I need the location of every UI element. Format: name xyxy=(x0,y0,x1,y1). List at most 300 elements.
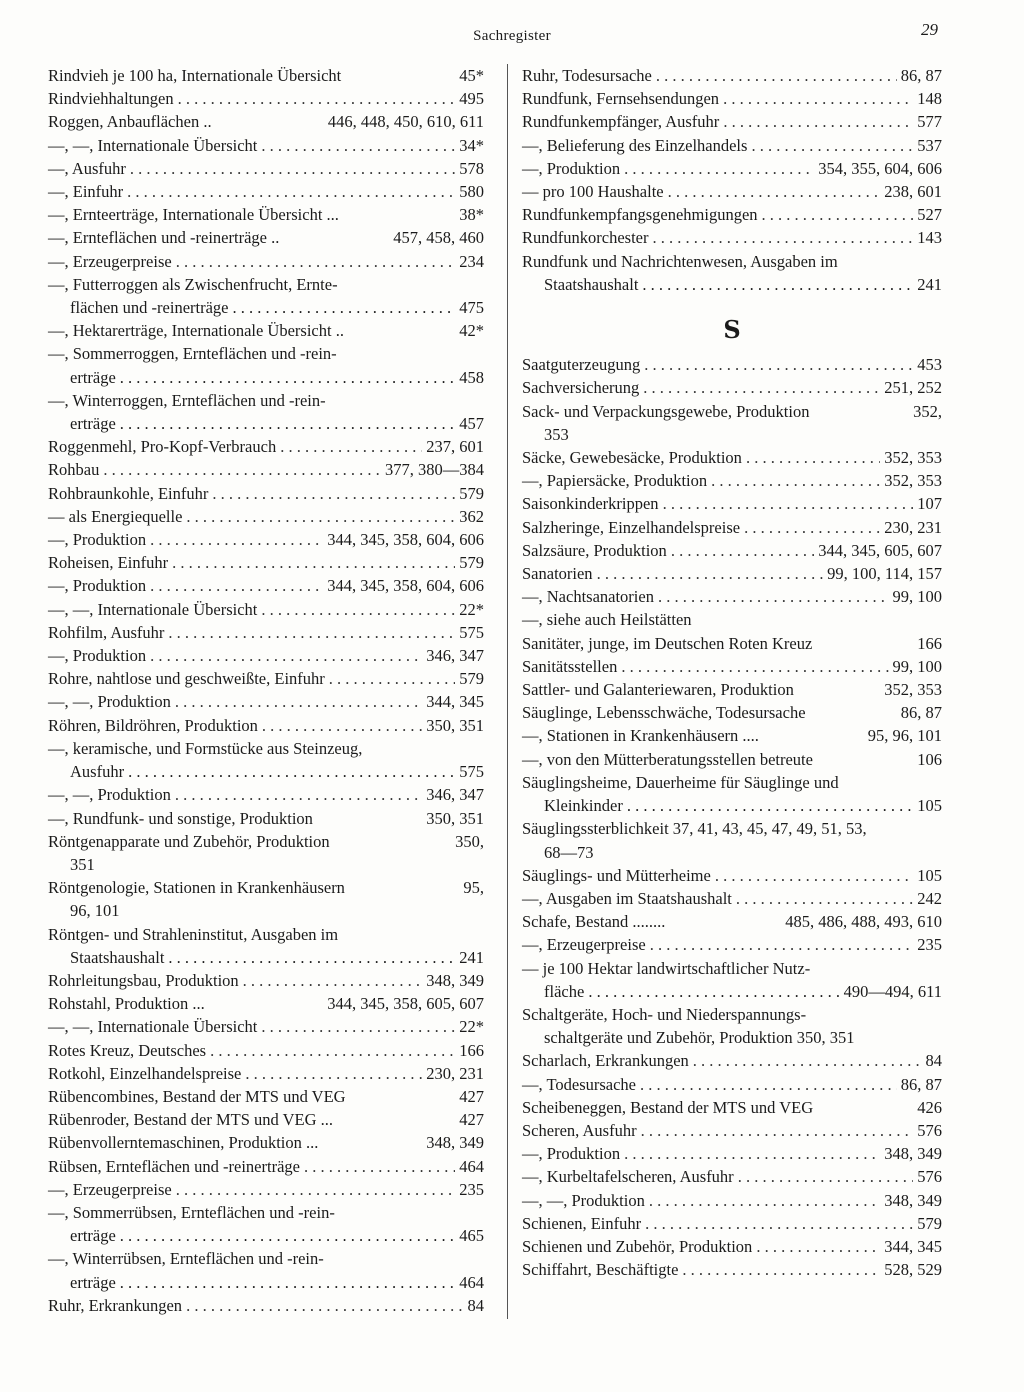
entry-line xyxy=(48,226,484,249)
index-entry xyxy=(48,134,484,157)
entry-line xyxy=(48,1294,484,1317)
entry-term: Scheren, Ausfuhr xyxy=(522,1120,637,1140)
entry-line xyxy=(48,1201,484,1224)
index-entry xyxy=(48,621,484,644)
dot-leader xyxy=(261,1015,455,1038)
page-refs: 362 xyxy=(459,506,484,526)
index-entry xyxy=(522,1073,942,1096)
index-entry xyxy=(522,771,942,817)
entry-term: —, Winterroggen, Ernteflächen und -rein- xyxy=(48,390,326,410)
dot-leader xyxy=(650,933,914,956)
dot-leader xyxy=(723,87,913,110)
index-entry xyxy=(522,446,942,469)
entry-line xyxy=(522,1258,942,1281)
dot-leader xyxy=(304,1155,455,1178)
entry-term: —, —, Internationale Übersicht xyxy=(48,135,258,155)
entry-term: Röhren, Bildröhren, Produktion xyxy=(48,715,258,735)
entry-line xyxy=(522,585,942,608)
entry-line xyxy=(522,469,942,492)
index-entry xyxy=(522,492,942,515)
entry-continuation xyxy=(48,412,484,435)
column-divider xyxy=(507,64,508,1319)
dot-leader xyxy=(644,353,913,376)
entry-term: Sanitätsstellen xyxy=(522,656,618,676)
entry-continuation: schaltgeräte und Zubehör, Produktion 350, 351 xyxy=(544,1028,855,1048)
index-entry xyxy=(522,748,942,771)
page-refs: 352, 353 xyxy=(884,448,942,468)
entry-line xyxy=(522,771,942,794)
index-entry xyxy=(522,400,942,446)
page-refs: 86, 87 xyxy=(900,703,942,723)
index-entry xyxy=(522,134,942,157)
entry-line xyxy=(48,992,484,1015)
entry-term: — pro 100 Haushalte xyxy=(522,182,664,202)
entry-line xyxy=(522,400,942,423)
entry-line xyxy=(48,644,484,667)
entry-line xyxy=(522,539,942,562)
page-refs: 251, 252 xyxy=(884,378,942,398)
index-entry xyxy=(522,1049,942,1072)
entry-term: Scheibeneggen, Bestand der MTS und VEG xyxy=(522,1097,814,1117)
entry-line xyxy=(48,783,484,806)
dot-leader xyxy=(640,1073,897,1096)
entry-line xyxy=(48,1015,484,1038)
page-refs: 107 xyxy=(917,494,942,514)
page-refs: 105 xyxy=(917,865,942,885)
index-entry xyxy=(522,608,942,631)
page-refs: 457 xyxy=(459,414,484,434)
index-entry xyxy=(48,574,484,597)
index-entry xyxy=(48,1085,484,1108)
entry-term: —, Sommerroggen, Ernteflächen und -rein- xyxy=(48,344,337,364)
entry-line xyxy=(522,817,942,840)
page-refs: 237, 601 xyxy=(426,437,484,457)
entry-continuation xyxy=(522,794,942,817)
entry-line xyxy=(48,458,484,481)
page-refs: 344, 345 xyxy=(884,1236,942,1256)
page-refs: 465 xyxy=(459,1226,484,1246)
page-refs: 42* xyxy=(459,321,484,341)
dot-leader xyxy=(756,1235,880,1258)
dot-leader xyxy=(280,435,422,458)
index-entry xyxy=(522,1189,942,1212)
entry-term: —, Hektarerträge, Internationale Übersicht .. xyxy=(48,321,344,341)
page-refs: 84 xyxy=(925,1051,942,1071)
entry-line xyxy=(522,1049,942,1072)
index-entry xyxy=(48,528,484,551)
entry-line xyxy=(522,1003,942,1026)
entry-term: —, Produktion xyxy=(48,530,147,550)
entry-line xyxy=(522,1235,942,1258)
page-refs: 241 xyxy=(459,947,484,967)
entry-line xyxy=(48,389,484,412)
entry-term-cont: erträge xyxy=(70,1272,116,1292)
entry-continuation: 351 xyxy=(70,854,95,874)
entry-line xyxy=(48,1178,484,1201)
entry-line xyxy=(522,1142,942,1165)
entry-term: —, siehe auch Heilstätten xyxy=(522,610,692,630)
dot-leader xyxy=(723,110,913,133)
entry-line xyxy=(522,250,942,273)
entry-term: Ruhr, Erkrankungen xyxy=(48,1295,183,1315)
entry-line xyxy=(522,492,942,515)
entry-term: Rohbraunkohle, Einfuhr xyxy=(48,483,209,503)
index-entry xyxy=(522,1003,942,1049)
page-refs: 241 xyxy=(917,274,942,294)
entry-term: Rübencombines, Bestand der MTS und VEG xyxy=(48,1086,346,1106)
dot-leader xyxy=(656,64,897,87)
entry-term: —, Futterroggen als Zwischenfrucht, Ernte- xyxy=(48,274,338,294)
index-entry xyxy=(48,87,484,110)
entry-term: Sattler- und Galanteriewaren, Produktion xyxy=(522,680,794,700)
dot-leader xyxy=(329,667,455,690)
entry-term: Röntgenologie, Stationen in Krankenhäusern xyxy=(48,878,345,898)
entry-line xyxy=(522,1096,942,1119)
index-entry xyxy=(522,562,942,585)
entry-term-cont: flächen und -reinerträge xyxy=(70,298,229,318)
index-entry xyxy=(48,319,484,342)
dot-leader xyxy=(641,1119,914,1142)
index-entry xyxy=(48,250,484,273)
dot-leader xyxy=(588,980,839,1003)
dot-leader xyxy=(624,1142,880,1165)
index-entry xyxy=(522,87,942,110)
dot-leader xyxy=(120,366,455,389)
page-refs: 99, 100, 114, 157 xyxy=(827,564,942,584)
index-entries-r xyxy=(522,64,942,296)
index-entry xyxy=(522,110,942,133)
index-entry xyxy=(522,632,942,655)
index-entry xyxy=(522,539,942,562)
entry-line xyxy=(48,250,484,273)
page-refs: 575 xyxy=(459,622,484,642)
dot-leader xyxy=(762,203,914,226)
dot-leader xyxy=(103,458,381,481)
dot-leader xyxy=(150,528,323,551)
entry-line xyxy=(522,608,942,631)
entry-term: Rübenroder, Bestand der MTS und VEG ... xyxy=(48,1110,333,1130)
dot-leader xyxy=(663,492,914,515)
index-entry xyxy=(48,551,484,574)
dot-leader xyxy=(210,1039,455,1062)
page-refs: 143 xyxy=(917,228,942,248)
index-entry xyxy=(48,180,484,203)
index-entry xyxy=(48,157,484,180)
index-entry xyxy=(522,64,942,87)
dot-leader xyxy=(751,134,913,157)
entry-line xyxy=(522,701,942,724)
page-refs: 527 xyxy=(917,205,942,225)
page-refs: 352, xyxy=(913,401,942,421)
page-refs: 427 xyxy=(459,1110,484,1130)
entry-line xyxy=(522,864,942,887)
page-refs: 230, 231 xyxy=(884,517,942,537)
dot-leader xyxy=(642,273,913,296)
entry-continuation xyxy=(48,296,484,319)
entry-line xyxy=(48,64,484,87)
index-entry xyxy=(48,876,484,922)
dot-leader xyxy=(645,1212,913,1235)
entry-term: Rundfunkempfangsgenehmigungen xyxy=(522,205,758,225)
entry-term: Säuglingsheime, Dauerheime für Säuglinge und xyxy=(522,772,839,792)
entry-line xyxy=(522,632,942,655)
dot-leader xyxy=(186,1294,463,1317)
dot-leader xyxy=(120,412,455,435)
dot-leader xyxy=(176,250,456,273)
index-entry xyxy=(48,737,484,783)
entry-term: Schaltgeräte, Hoch- und Niederspannungs- xyxy=(522,1004,807,1024)
index-entry xyxy=(48,714,484,737)
entry-term: Schienen und Zubehör, Produktion xyxy=(522,1236,753,1256)
dot-leader xyxy=(128,760,455,783)
entry-term: —, Rundfunk- und sonstige, Produktion xyxy=(48,808,313,828)
entry-line xyxy=(48,598,484,621)
entry-term: —, —, Internationale Übersicht xyxy=(48,1017,258,1037)
entry-line xyxy=(522,655,942,678)
entry-term: Rundfunk und Nachrichtenwesen, Ausgaben im xyxy=(522,251,838,271)
page-refs: 84 xyxy=(467,1295,484,1315)
page-refs: 166 xyxy=(917,633,942,653)
entry-line xyxy=(522,87,942,110)
entry-term: Schiffahrt, Beschäftigte xyxy=(522,1260,679,1280)
entry-line xyxy=(48,969,484,992)
entry-term: Sachversicherung xyxy=(522,378,640,398)
entry-line xyxy=(48,180,484,203)
entry-line xyxy=(48,690,484,713)
entry-line xyxy=(48,482,484,505)
page-refs: 577 xyxy=(917,112,942,132)
entry-term: Ruhr, Todesursache xyxy=(522,66,652,85)
entry-line xyxy=(48,273,484,296)
index-entry xyxy=(522,701,942,724)
page-refs: 148 xyxy=(917,89,942,109)
page-refs: 344, 345, 358, 605, 607 xyxy=(327,994,484,1014)
index-entry xyxy=(48,1108,484,1131)
dot-leader xyxy=(168,621,455,644)
entry-term: Säuglingssterblichkeit 37, 41, 43, 45, 47, 49, 51, 53, xyxy=(522,819,867,839)
entry-term: —, Ernteerträge, Internationale Übersicht ... xyxy=(48,205,339,225)
dot-leader xyxy=(245,1062,422,1085)
entry-continuation: 96, 101 xyxy=(70,901,120,921)
entry-term: Sanitäter, junge, im Deutschen Roten Kreuz xyxy=(522,633,813,653)
page-refs: 427 xyxy=(459,1086,484,1106)
entry-term: —, Nachtsanatorien xyxy=(522,587,654,607)
index-entry xyxy=(48,1015,484,1038)
entry-term: —, Produktion xyxy=(48,576,147,596)
entry-line xyxy=(48,1247,484,1270)
entry-term: —, Winterrübsen, Ernteflächen und -rein- xyxy=(48,1249,324,1269)
page-refs: 346, 347 xyxy=(426,646,484,666)
entry-term: —, Erzeugerpreise xyxy=(48,251,172,271)
index-entry xyxy=(48,783,484,806)
entry-term-cont: erträge xyxy=(70,367,116,387)
page-refs: 105 xyxy=(917,796,942,816)
dot-leader xyxy=(212,482,455,505)
entry-term: Salzsäure, Produktion xyxy=(522,540,667,560)
index-entry xyxy=(48,458,484,481)
page-refs: 106 xyxy=(917,749,942,769)
page-number: 29 xyxy=(921,20,938,39)
page-refs: 575 xyxy=(459,762,484,782)
entry-term: Sanatorien xyxy=(522,564,593,584)
page-refs: 579 xyxy=(917,1213,942,1233)
dot-leader xyxy=(652,226,913,249)
page-refs: 457, 458, 460 xyxy=(393,228,484,248)
page-refs: 576 xyxy=(917,1120,942,1140)
page-refs: 235 xyxy=(917,935,942,955)
page-refs: 99, 100 xyxy=(892,656,942,676)
page-refs: 475 xyxy=(459,298,484,318)
page-refs: 22* xyxy=(459,1017,484,1037)
entry-term: Rohstahl, Produktion ... xyxy=(48,994,205,1014)
entry-term: Säcke, Gewebesäcke, Produktion xyxy=(522,448,742,468)
entry-continuation xyxy=(48,1224,484,1247)
page-refs: 458 xyxy=(459,367,484,387)
entry-line xyxy=(522,1189,942,1212)
entry-line xyxy=(522,64,942,87)
entry-term: —, Kurbeltafelscheren, Ausfuhr xyxy=(522,1167,734,1187)
entry-term: Rundfunkempfänger, Ausfuhr xyxy=(522,112,720,132)
index-entry xyxy=(522,1142,942,1165)
entry-line xyxy=(522,1119,942,1142)
page-refs: 579 xyxy=(459,553,484,573)
index-entry xyxy=(48,342,484,388)
page-refs: 34* xyxy=(459,135,484,155)
dot-leader xyxy=(261,134,455,157)
entry-term: —, —, Internationale Übersicht xyxy=(48,599,258,619)
entry-term-cont: erträge xyxy=(70,1226,116,1246)
entry-line xyxy=(522,180,942,203)
index-entry xyxy=(48,1294,484,1317)
entry-line xyxy=(522,910,942,933)
entry-line xyxy=(48,1085,484,1108)
page-refs: 45* xyxy=(459,66,484,85)
dot-leader xyxy=(649,1189,880,1212)
index-entry xyxy=(522,180,942,203)
entry-term: —, Erzeugerpreise xyxy=(48,1179,172,1199)
entry-term: —, keramische, und Formstücke aus Steinzeug, xyxy=(48,738,363,758)
index-entry xyxy=(522,1235,942,1258)
dot-leader xyxy=(175,783,422,806)
page-refs: 230, 231 xyxy=(426,1063,484,1083)
dot-leader xyxy=(178,87,456,110)
dot-leader xyxy=(658,585,889,608)
entry-term: Rohrleitungsbau, Produktion xyxy=(48,970,239,990)
page-refs: 348, 349 xyxy=(426,970,484,990)
dot-leader xyxy=(624,157,814,180)
entry-term: Rotes Kreuz, Deutsches xyxy=(48,1040,207,1060)
entry-term: Röntgenapparate und Zubehör, Produktion xyxy=(48,831,330,851)
entry-line xyxy=(522,203,942,226)
entry-line xyxy=(522,226,942,249)
entry-term: Scharlach, Erkrankungen xyxy=(522,1051,689,1071)
entry-term: —, Belieferung des Einzelhandels xyxy=(522,135,748,155)
entry-line xyxy=(48,807,484,830)
dot-leader xyxy=(172,551,455,574)
page-refs: 38* xyxy=(459,205,484,225)
dot-leader xyxy=(120,1224,455,1247)
entry-continuation xyxy=(48,1271,484,1294)
entry-term: Roggen, Anbauflächen .. xyxy=(48,112,212,132)
entry-term-cont: Ausfuhr xyxy=(70,762,125,782)
page-refs: 350, 351 xyxy=(426,715,484,735)
dot-leader xyxy=(261,598,455,621)
entry-term: —, Ausfuhr xyxy=(48,158,126,178)
index-entry xyxy=(48,273,484,319)
index-entry xyxy=(522,469,942,492)
entry-term-cont: Staatshaushalt xyxy=(544,274,639,294)
section-letter: S xyxy=(723,315,741,345)
page-refs: 495 xyxy=(459,89,484,109)
page-refs: 579 xyxy=(459,669,484,689)
entry-term: —, Todesursache xyxy=(522,1074,637,1094)
index-entry xyxy=(48,1155,484,1178)
page-refs: 580 xyxy=(459,182,484,202)
entry-term: —, Produktion xyxy=(522,158,621,178)
page-refs: 344, 345, 358, 604, 606 xyxy=(327,576,484,596)
entry-term: —, von den Mütterberatungsstellen betreute xyxy=(522,749,813,769)
index-entry xyxy=(522,933,942,956)
entry-line xyxy=(48,923,484,946)
entry-line xyxy=(522,376,942,399)
index-entry xyxy=(48,1201,484,1247)
index-entry xyxy=(522,203,942,226)
index-entry xyxy=(522,910,942,933)
index-entry xyxy=(522,957,942,1003)
entry-line xyxy=(522,516,942,539)
page-refs: 346, 347 xyxy=(426,785,484,805)
entry-term: Rübsen, Ernteflächen und -reinerträge xyxy=(48,1156,300,1176)
page-refs: 464 xyxy=(459,1272,484,1292)
entry-term: Saatguterzeugung xyxy=(522,355,641,375)
dot-leader xyxy=(736,887,913,910)
entry-line xyxy=(522,157,942,180)
dot-leader xyxy=(150,644,422,667)
entry-term: Roggenmehl, Pro-Kopf-Verbrauch xyxy=(48,437,277,457)
entry-term: Rübenvollerntemaschinen, Produktion ... xyxy=(48,1133,319,1153)
entry-term: —, Erzeugerpreise xyxy=(522,935,646,955)
entry-line xyxy=(48,134,484,157)
index-entry xyxy=(522,1096,942,1119)
page-refs: 99, 100 xyxy=(892,587,942,607)
page-refs: 22* xyxy=(459,599,484,619)
dot-leader xyxy=(643,376,880,399)
entry-term: —, Ausgaben im Staatshaushalt xyxy=(522,888,732,908)
page-refs: 352, 353 xyxy=(884,680,942,700)
index-entry xyxy=(522,1258,942,1281)
page-refs: 453 xyxy=(917,355,942,375)
index-entry xyxy=(48,830,484,876)
dot-leader xyxy=(233,296,456,319)
entry-term: Saisonkinderkrippen xyxy=(522,494,659,514)
index-entry xyxy=(48,435,484,458)
dot-leader xyxy=(597,562,824,585)
dot-leader xyxy=(621,655,888,678)
page-refs: 354, 355, 604, 606 xyxy=(818,158,942,178)
entry-term: Schafe, Bestand ........ xyxy=(522,912,666,932)
index-entry xyxy=(48,226,484,249)
index-entry xyxy=(522,1119,942,1142)
dot-leader xyxy=(243,969,423,992)
dot-leader xyxy=(693,1049,922,1072)
page-refs: 238, 601 xyxy=(884,182,942,202)
entry-line xyxy=(48,87,484,110)
entry-line xyxy=(522,1073,942,1096)
entry-continuation xyxy=(522,980,942,1003)
dot-leader xyxy=(120,1271,455,1294)
entry-term: Röntgen- und Strahleninstitut, Ausgaben im xyxy=(48,924,339,944)
entry-line xyxy=(48,1039,484,1062)
